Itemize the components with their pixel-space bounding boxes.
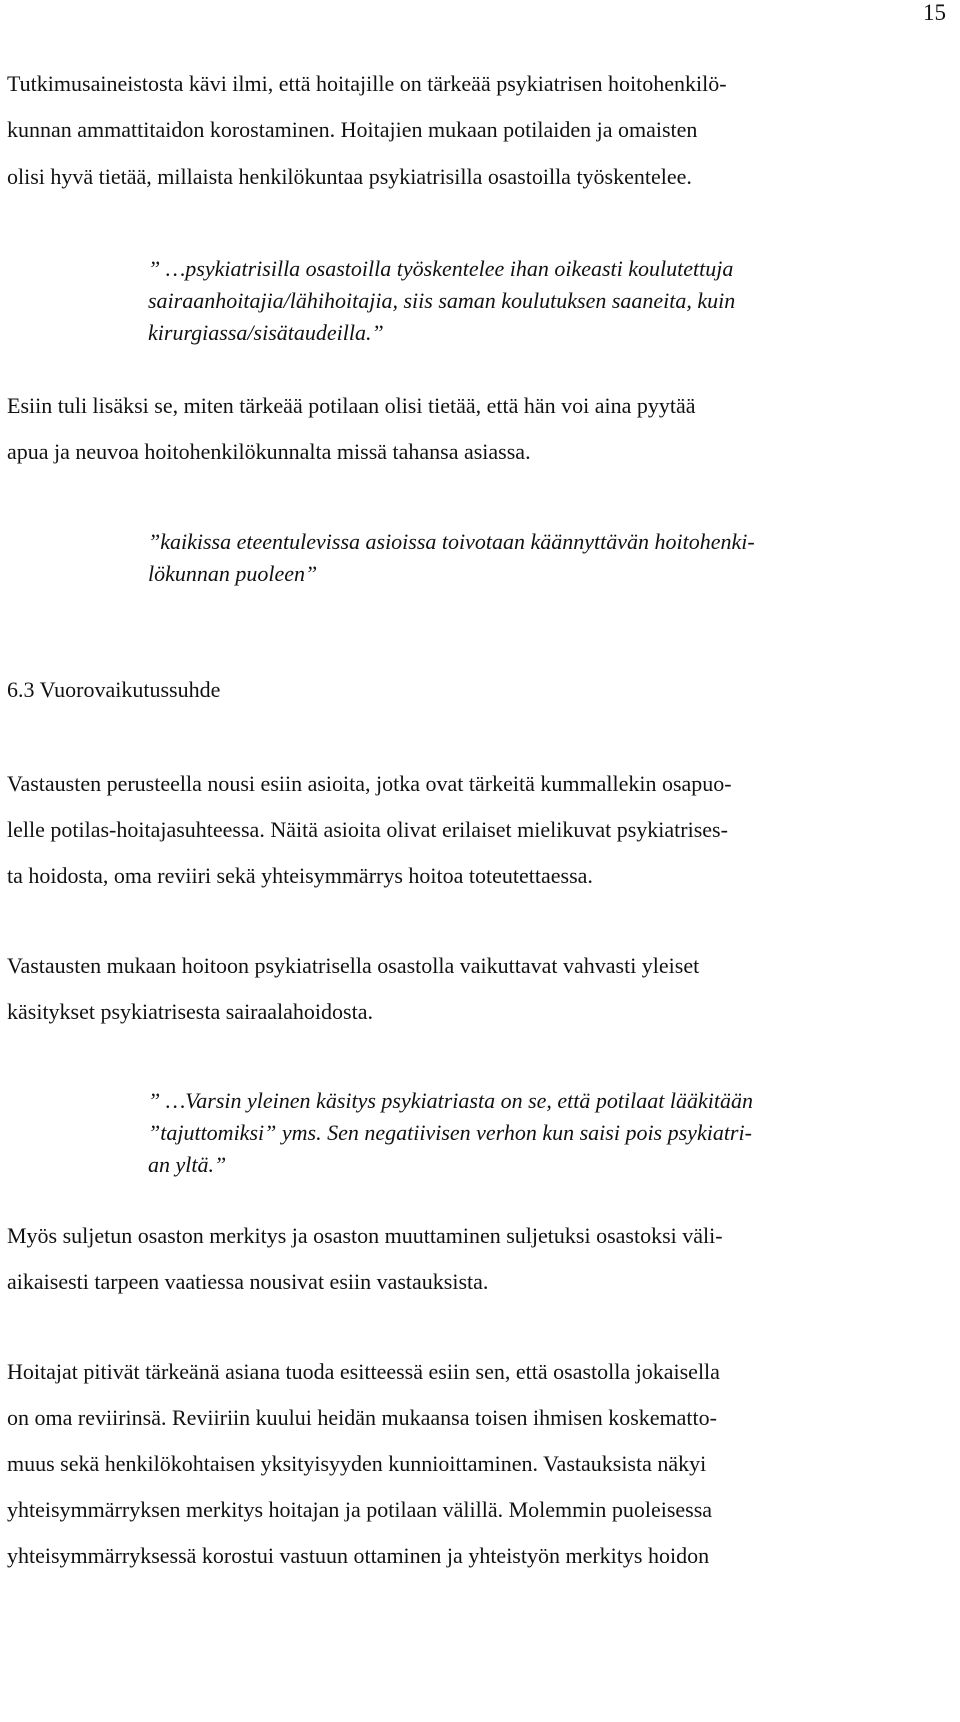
quote-2-line-2: lökunnan puoleen” bbox=[148, 561, 318, 586]
paragraph-1-line-3: olisi hyvä tietää, millaista henkilökuntaa psykiatrisilla osastoilla työskentelee. bbox=[7, 164, 692, 189]
paragraph-4-line-1: Vastausten mukaan hoitoon psykiatrisella osastolla vaikuttavat vahvasti yleiset bbox=[7, 953, 700, 978]
paragraph-5-line-1: Myös suljetun osaston merkitys ja osaston muuttaminen suljetuksi osastoksi väli- bbox=[7, 1223, 723, 1248]
quote-1-line-1: ” …psykiatrisilla osastoilla työskentelee ihan oikeasti koulutettuja bbox=[148, 256, 734, 281]
quote-2-line-1: ”kaikissa eteentulevissa asioissa toivotaan käännyttävän hoitohenki- bbox=[148, 529, 755, 554]
section-heading: 6.3 Vuorovaikutussuhde bbox=[7, 677, 221, 702]
paragraph-1-line-2: kunnan ammattitaidon korostaminen. Hoitajien mukaan potilaiden ja omaisten bbox=[7, 117, 698, 142]
paragraph-2-line-2: apua ja neuvoa hoitohenkilökunnalta missä tahansa asiassa. bbox=[7, 439, 531, 464]
paragraph-4-line-2: käsitykset psykiatrisesta sairaalahoidosta. bbox=[7, 999, 373, 1024]
paragraph-2-line-1: Esiin tuli lisäksi se, miten tärkeää potilaan olisi tietää, että hän voi aina pyytää bbox=[7, 393, 696, 418]
page-number: 15 bbox=[923, 0, 946, 25]
quote-3-line-2: ”tajuttomiksi” yms. Sen negatiivisen verhon kun saisi pois psykiatri- bbox=[148, 1120, 752, 1145]
quote-3-line-1: ” …Varsin yleinen käsitys psykiatriasta on se, että potilaat lääkitään bbox=[148, 1088, 753, 1113]
paragraph-6-line-4: yhteisymmärryksen merkitys hoitajan ja potilaan välillä. Molemmin puoleisessa bbox=[7, 1497, 713, 1522]
paragraph-6-line-1: Hoitajat pitivät tärkeänä asiana tuoda esitteessä esiin sen, että osastolla jokaisella bbox=[7, 1359, 720, 1384]
paragraph-1-line-1: Tutkimusaineistosta kävi ilmi, että hoitajille on tärkeää psykiatrisen hoitohenkilö- bbox=[7, 71, 727, 96]
paragraph-5-line-2: aikaisesti tarpeen vaatiessa nousivat esiin vastauksista. bbox=[7, 1269, 489, 1294]
paragraph-3-line-3: ta hoidosta, oma reviiri sekä yhteisymmärrys hoitoa toteutettaessa. bbox=[7, 863, 593, 888]
paragraph-6-line-5: yhteisymmärryksessä korostui vastuun ottaminen ja yhteistyön merkitys hoidon bbox=[7, 1543, 710, 1568]
paragraph-6-line-2: on oma reviirinsä. Reviiriin kuului heidän mukaansa toisen ihmisen koskematto- bbox=[7, 1405, 717, 1430]
quote-1-line-2: sairaanhoitajia/lähihoitajia, siis saman koulutuksen saaneita, kuin bbox=[148, 288, 736, 313]
paragraph-3-line-1: Vastausten perusteella nousi esiin asioita, jotka ovat tärkeitä kummallekin osapuo- bbox=[7, 771, 732, 796]
paragraph-3-line-2: lelle potilas-hoitajasuhteessa. Näitä asioita olivat erilaiset mielikuvat psykiatrises- bbox=[7, 817, 728, 842]
paragraph-6-line-3: muus sekä henkilökohtaisen yksityisyyden kunnioittaminen. Vastauksista näkyi bbox=[7, 1451, 707, 1476]
quote-1-line-3: kirurgiassa/sisätaudeilla.” bbox=[148, 320, 384, 345]
quote-3-line-3: an yltä.” bbox=[148, 1152, 227, 1177]
